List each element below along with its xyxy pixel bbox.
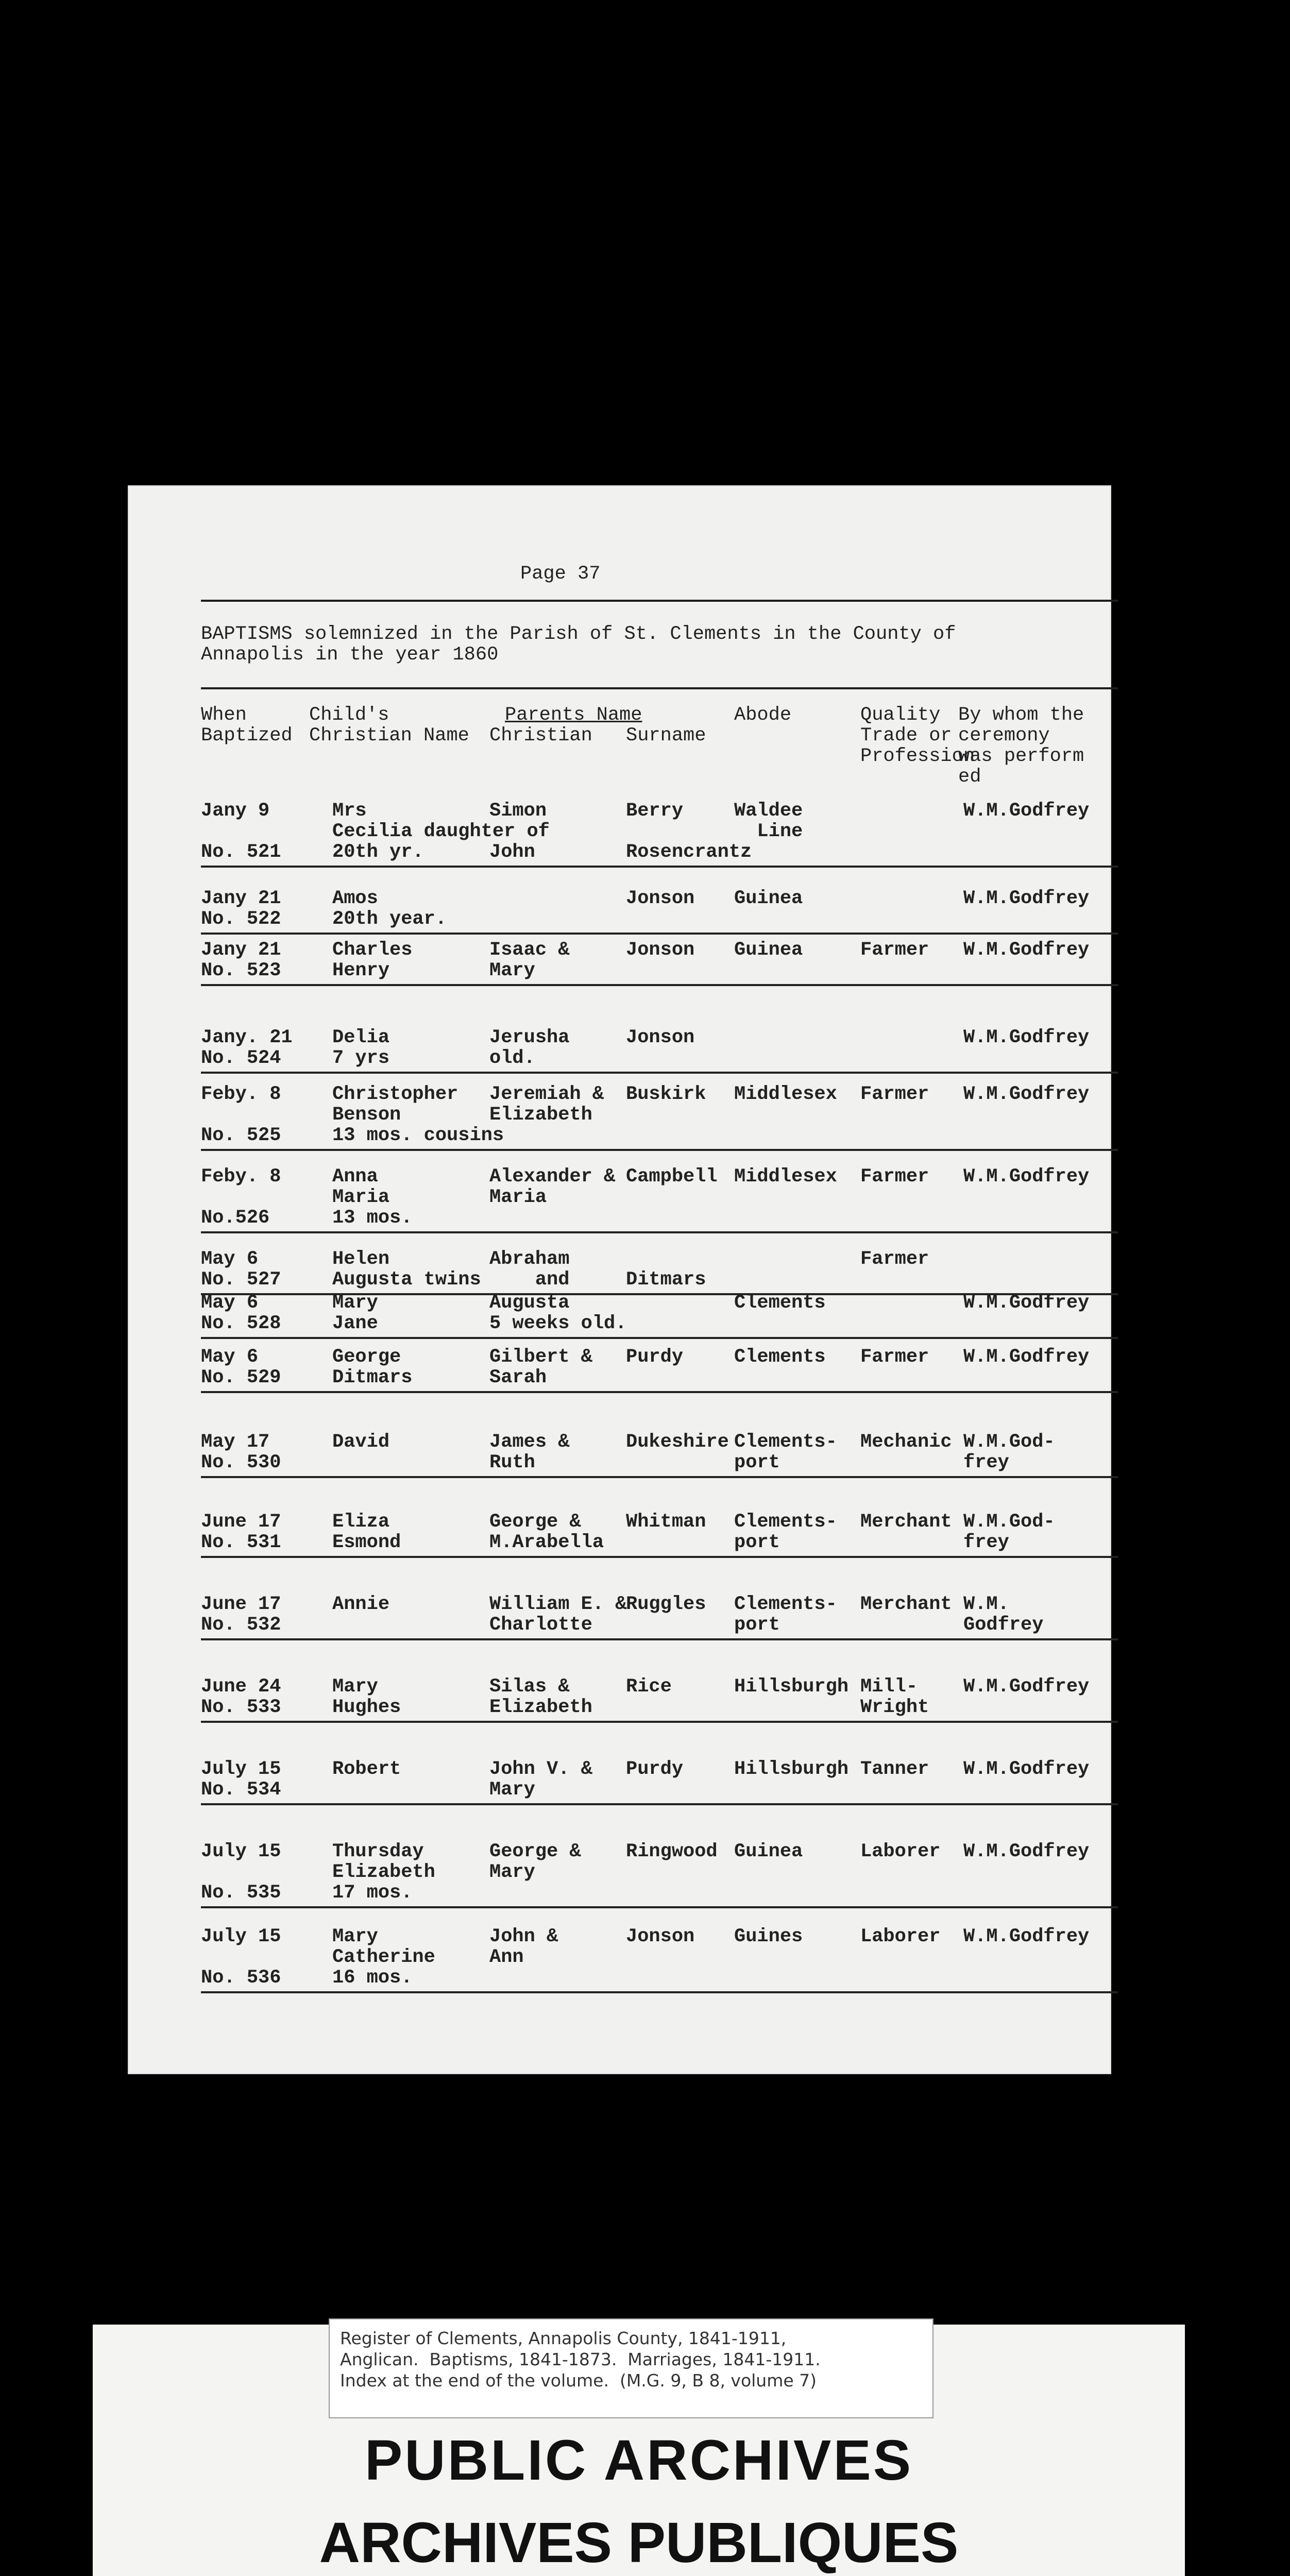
entry-officiant: W.M.God- frey <box>963 1431 1055 1473</box>
entry-date: Jany 21 <box>201 939 281 961</box>
col-when: When Baptized <box>201 704 293 747</box>
entry-quality: Tanner <box>860 1758 929 1780</box>
entry-officiant: W.M.Godfrey <box>963 1027 1090 1048</box>
entry-quality: Laborer <box>860 1926 941 1947</box>
entry-quality: Farmer <box>860 939 929 961</box>
entry-number: No. 525 <box>201 1125 281 1146</box>
entry-officiant: W.M.Godfrey <box>963 939 1090 961</box>
entry-parent-christian: Jeremiah & Elizabeth <box>489 1083 604 1126</box>
entry-quality: Mechanic <box>860 1431 952 1453</box>
entry-child-name: Anna Maria 13 mos. <box>332 1166 413 1229</box>
entry-officiant: W.M.Godfrey <box>963 1926 1090 1947</box>
entry-date: July 15 <box>201 1758 281 1780</box>
entry-surname: Campbell <box>626 1166 718 1188</box>
archives-publiques-text: ARCHIVES PUBLIQUES <box>319 2511 959 2574</box>
entry-number: No. 523 <box>201 960 281 981</box>
col-quality: Quality Trade or Profession <box>860 704 975 767</box>
entry-rule <box>201 1072 1118 1074</box>
entry-number: No. 524 <box>201 1047 281 1069</box>
entry-surname: Ruggles <box>626 1594 706 1615</box>
entry-rule <box>201 984 1118 986</box>
top-rule <box>201 600 1118 602</box>
entry-quality: Merchant <box>860 1511 952 1533</box>
col-abode: Abode <box>734 704 792 726</box>
entry-date: June 17 <box>201 1511 281 1533</box>
entry-quality: Farmer <box>860 1083 929 1105</box>
entry-quality: Laborer <box>860 1841 941 1862</box>
entry-rule <box>201 1721 1118 1723</box>
entry-rule <box>201 1476 1118 1478</box>
entry-date: June 17 <box>201 1594 281 1615</box>
entry-number: No. 533 <box>201 1697 281 1718</box>
entry-parent-christian: Alexander & Maria <box>489 1166 616 1208</box>
entry-abode: Clements- port <box>734 1594 837 1636</box>
page-number: Page 37 <box>520 563 601 585</box>
col-surname: Surname <box>626 725 706 747</box>
entry-abode: Waldee Line <box>734 800 803 842</box>
entry-surname: Whitman <box>626 1511 706 1533</box>
entry-parent-christian: Gilbert & Sarah <box>489 1346 592 1388</box>
heading-rule <box>201 687 1118 689</box>
register-page <box>129 486 1110 2073</box>
entry-surname: Purdy <box>626 1346 684 1368</box>
entry-child-name: Mrs Cecilia daughter of 20th yr. <box>332 800 550 863</box>
entry-rule <box>201 1803 1118 1805</box>
entry-number: No. 534 <box>201 1779 281 1801</box>
entry-date: July 15 <box>201 1841 281 1862</box>
entry-officiant: W.M.God- frey <box>963 1511 1055 1553</box>
entry-surname: Dukeshire <box>626 1431 729 1453</box>
entry-number: No. 530 <box>201 1452 281 1473</box>
entry-child-name: Thursday Elizabeth 17 mos. <box>332 1841 435 1904</box>
entry-surname: Rice <box>626 1676 672 1698</box>
entry-abode: Clements- port <box>734 1511 837 1553</box>
entry-parent-christian: Jerusha old. <box>489 1027 570 1069</box>
entry-abode: Guinea <box>734 888 803 909</box>
entry-officiant: W.M.Godfrey <box>963 1676 1090 1698</box>
public-archives-text: PUBLIC ARCHIVES <box>364 2429 913 2492</box>
entry-number: No. 529 <box>201 1367 281 1388</box>
entry-child-name: Mary Jane <box>332 1292 378 1334</box>
entry-surname: Jonson <box>626 1926 695 1947</box>
col-by-whom: By whom the ceremony was perform ed <box>958 704 1084 788</box>
entry-surname: Ringwood <box>626 1841 718 1862</box>
entry-surname: Buskirk <box>626 1083 706 1105</box>
entry-abode: Clements- port <box>734 1431 837 1473</box>
entry-abode: Guinea <box>734 939 803 961</box>
entry-date: Feby. 8 <box>201 1083 281 1105</box>
entry-rule <box>201 1337 1118 1339</box>
entry-surname: Jonson <box>626 939 695 961</box>
entry-quality: Farmer <box>860 1248 929 1270</box>
entry-abode: Guines <box>734 1926 803 1947</box>
entry-parent-christian: John & Ann <box>489 1926 558 1968</box>
entry-date: May 6 <box>201 1292 259 1314</box>
entry-parent-christian: Abraham and <box>489 1248 570 1291</box>
entry-abode: Guinea <box>734 1841 803 1862</box>
entry-child-name: Charles Henry <box>332 939 413 981</box>
entry-rule <box>201 1991 1118 1993</box>
entry-rule <box>201 1906 1118 1908</box>
entry-child-name: Delia 7 yrs <box>332 1027 390 1069</box>
entry-child-name: Mary Catherine 16 mos. <box>332 1926 435 1989</box>
entry-parent-christian: George & Mary <box>489 1841 581 1883</box>
entry-officiant: W.M.Godfrey <box>963 888 1090 909</box>
entry-number: No. 528 <box>201 1313 281 1334</box>
entry-surname: Ditmars <box>626 1269 706 1291</box>
entry-surname: Purdy <box>626 1758 684 1780</box>
entry-abode: Clements <box>734 1292 826 1314</box>
entry-parent-christian: James & Ruth <box>489 1431 570 1473</box>
entry-officiant: W.M.Godfrey <box>963 1758 1090 1780</box>
entry-officiant: W.M.Godfrey <box>963 1346 1090 1368</box>
entry-rule <box>201 1231 1118 1233</box>
entry-child-name: Mary Hughes <box>332 1676 401 1718</box>
entry-abode: Middlesex <box>734 1166 837 1188</box>
entry-number: No. 536 <box>201 1967 281 1989</box>
entry-rule <box>201 866 1118 868</box>
entry-officiant: W.M.Godfrey <box>963 1166 1090 1188</box>
entry-quality: Farmer <box>860 1166 929 1188</box>
register-heading: BAPTISMS solemnized in the Parish of St. Clements in the County of Annapolis in the year 1860 <box>201 623 956 666</box>
entry-number: No. 521 <box>201 841 281 863</box>
entry-child-name: George Ditmars <box>332 1346 413 1388</box>
entry-rule <box>201 1149 1118 1151</box>
entry-number: No. 535 <box>201 1882 281 1904</box>
entry-child-name: Robert <box>332 1758 401 1780</box>
entry-date: June 24 <box>201 1676 281 1698</box>
entry-number: No. 527 <box>201 1269 281 1291</box>
entry-child-name: Christopher Benson 13 mos. cousins <box>332 1083 504 1146</box>
entry-abode: Middlesex <box>734 1083 837 1105</box>
entry-quality: Mill- Wright <box>860 1676 929 1718</box>
col-child: Child's Christian Name <box>309 704 469 747</box>
entry-parent-christian: George & M.Arabella <box>489 1511 604 1553</box>
entry-date: Jany 9 <box>201 800 270 822</box>
entry-number: No.526 <box>201 1207 270 1229</box>
entry-rule <box>201 933 1118 935</box>
entry-abode: Clements <box>734 1346 826 1368</box>
entry-abode: Hillsburgh <box>734 1758 849 1780</box>
entry-parent-christian: John V. & Mary <box>489 1758 592 1801</box>
entry-child-name: Helen Augusta twins <box>332 1248 481 1291</box>
entry-child-name: Amos 20th year. <box>332 888 447 930</box>
entry-parent-christian: Isaac & Mary <box>489 939 570 981</box>
entry-number: No. 522 <box>201 908 281 930</box>
archive-label <box>93 2325 1185 2576</box>
entry-surname: Berry Rosencrantz <box>626 800 752 863</box>
entry-abode: Hillsburgh <box>734 1676 849 1698</box>
entry-officiant: W.M.Godfrey <box>963 1292 1090 1314</box>
entry-number: No. 532 <box>201 1614 281 1636</box>
entry-officiant: W.M.Godfrey <box>963 1841 1090 1862</box>
entry-date: Jany 21 <box>201 888 281 909</box>
entry-parent-christian: Silas & Elizabeth <box>489 1676 592 1718</box>
entry-surname: Jonson <box>626 1027 695 1048</box>
entry-date: May 6 <box>201 1346 259 1368</box>
col-christian: Christian <box>489 725 592 747</box>
entry-child-name: David <box>332 1431 390 1453</box>
entry-child-name: Annie <box>332 1594 390 1615</box>
entry-child-name: Eliza Esmond <box>332 1511 401 1553</box>
entry-officiant: W.M. Godfrey <box>963 1594 1044 1636</box>
entry-surname: Jonson <box>626 888 695 909</box>
entry-quality: Farmer <box>860 1346 929 1368</box>
entry-rule <box>201 1391 1118 1393</box>
entry-parent-christian: William E. & Charlotte <box>489 1594 627 1636</box>
entry-date: Jany. 21 <box>201 1027 293 1048</box>
entry-date: July 15 <box>201 1926 281 1947</box>
entry-date: Feby. 8 <box>201 1166 281 1188</box>
col-parents: Parents Name <box>505 704 642 726</box>
entry-rule <box>201 1556 1118 1558</box>
entry-date: May 17 <box>201 1431 270 1453</box>
entry-date: May 6 <box>201 1248 259 1270</box>
entry-officiant: W.M.Godfrey <box>963 800 1090 822</box>
entry-quality: Merchant <box>860 1594 952 1615</box>
entry-parent-christian: Simon John <box>489 800 547 863</box>
entry-rule <box>201 1638 1118 1640</box>
entry-parent-christian: Augusta 5 weeks old. <box>489 1292 627 1334</box>
entry-officiant: W.M.Godfrey <box>963 1083 1090 1105</box>
reference-slip: Register of Clements, Annapolis County, 1841-1911, Anglican. Baptisms, 1841-1873. Marriages, 1841-1911. Index at the end of the volume. (M.G. 9, B 8, volume 7) <box>330 2319 932 2417</box>
entry-number: No. 531 <box>201 1532 281 1553</box>
